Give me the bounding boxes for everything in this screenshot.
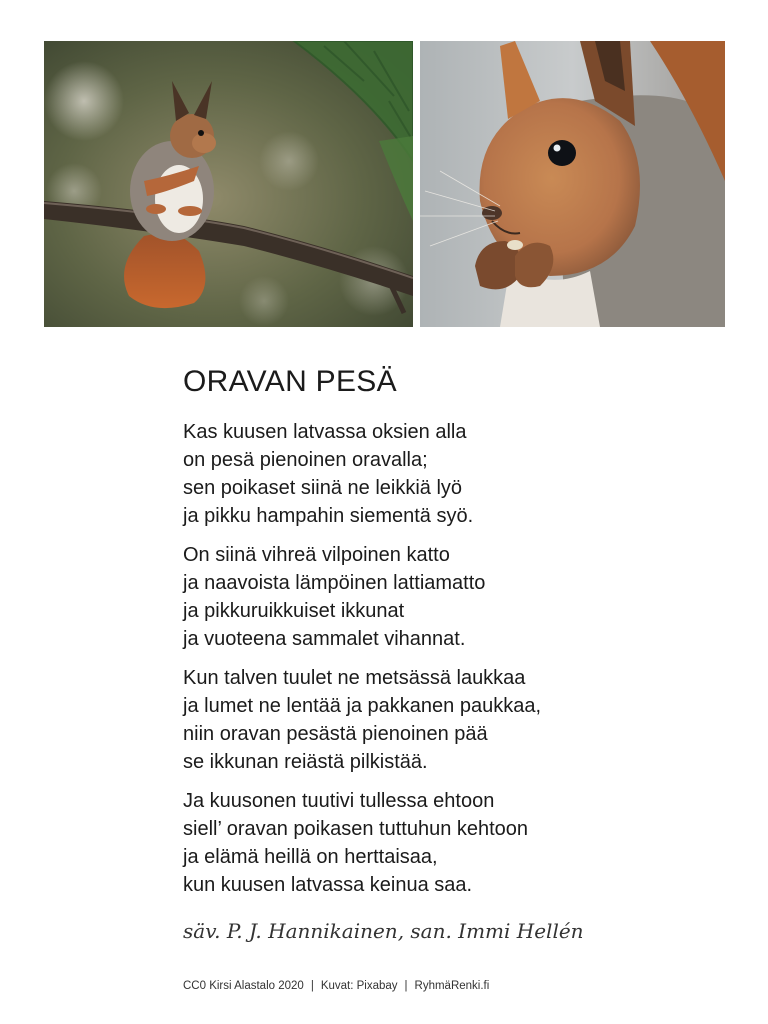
footer-site-link[interactable]: RyhmäRenki.fi: [414, 980, 490, 992]
poem-line: on pesä pienoinen oravalla;: [183, 449, 428, 471]
footer-license: CC0 Kirsi Alastalo 2020: [183, 980, 304, 992]
poem-line: niin oravan pesästä pienoinen pää: [183, 723, 488, 745]
poem-line: ja lumet ne lentää ja pakkanen paukkaa,: [183, 695, 542, 717]
stanza-4: [183, 787, 683, 899]
poem-line: ja naavoista lämpöinen lattiamatto: [183, 572, 486, 594]
poem-line: ja pikkuruikkuiset ikkunat: [183, 600, 405, 622]
stanza-1: [183, 418, 683, 530]
poem-line: ja elämä heillä on herttaisaa,: [183, 846, 438, 868]
poem: [183, 362, 683, 910]
footer-separator: |: [404, 980, 408, 992]
footer-photo-credit: Kuvat: Pixabay: [320, 980, 398, 992]
footer-separator: |: [310, 980, 314, 992]
poem-line: Ja kuusonen tuutivi tullessa ehtoon: [183, 790, 495, 812]
stanza-2: [183, 541, 683, 653]
poem-line: siell’ oravan poikasen tuttuhun kehtoon: [183, 818, 529, 840]
footer: [183, 978, 489, 994]
squirrel-closeup-photo: [420, 41, 725, 327]
poem-line: ja pikku hampahin siementä syö.: [183, 505, 474, 527]
poem-line: On siinä vihreä vilpoinen katto: [183, 544, 450, 566]
poem-line: sen poikaset siinä ne leikkiä lyö: [183, 477, 463, 499]
poem-line: se ikkunan reiästä pilkistää.: [183, 751, 428, 773]
poem-line: ja vuoteena sammalet vihannat.: [183, 628, 466, 650]
poem-line: kun kuusen latvassa keinua saa.: [183, 874, 473, 896]
poem-title: ORAVAN PESÄ: [183, 365, 397, 398]
poem-line: Kun talven tuulet ne metsässä laukkaa: [183, 667, 526, 689]
poem-credit: säv. P. J. Hannikainen, san. Immi Hellén: [183, 919, 584, 943]
stanza-3: [183, 664, 683, 776]
squirrel-on-branch-photo: [44, 41, 413, 327]
poem-line: Kas kuusen latvassa oksien alla: [183, 421, 467, 443]
